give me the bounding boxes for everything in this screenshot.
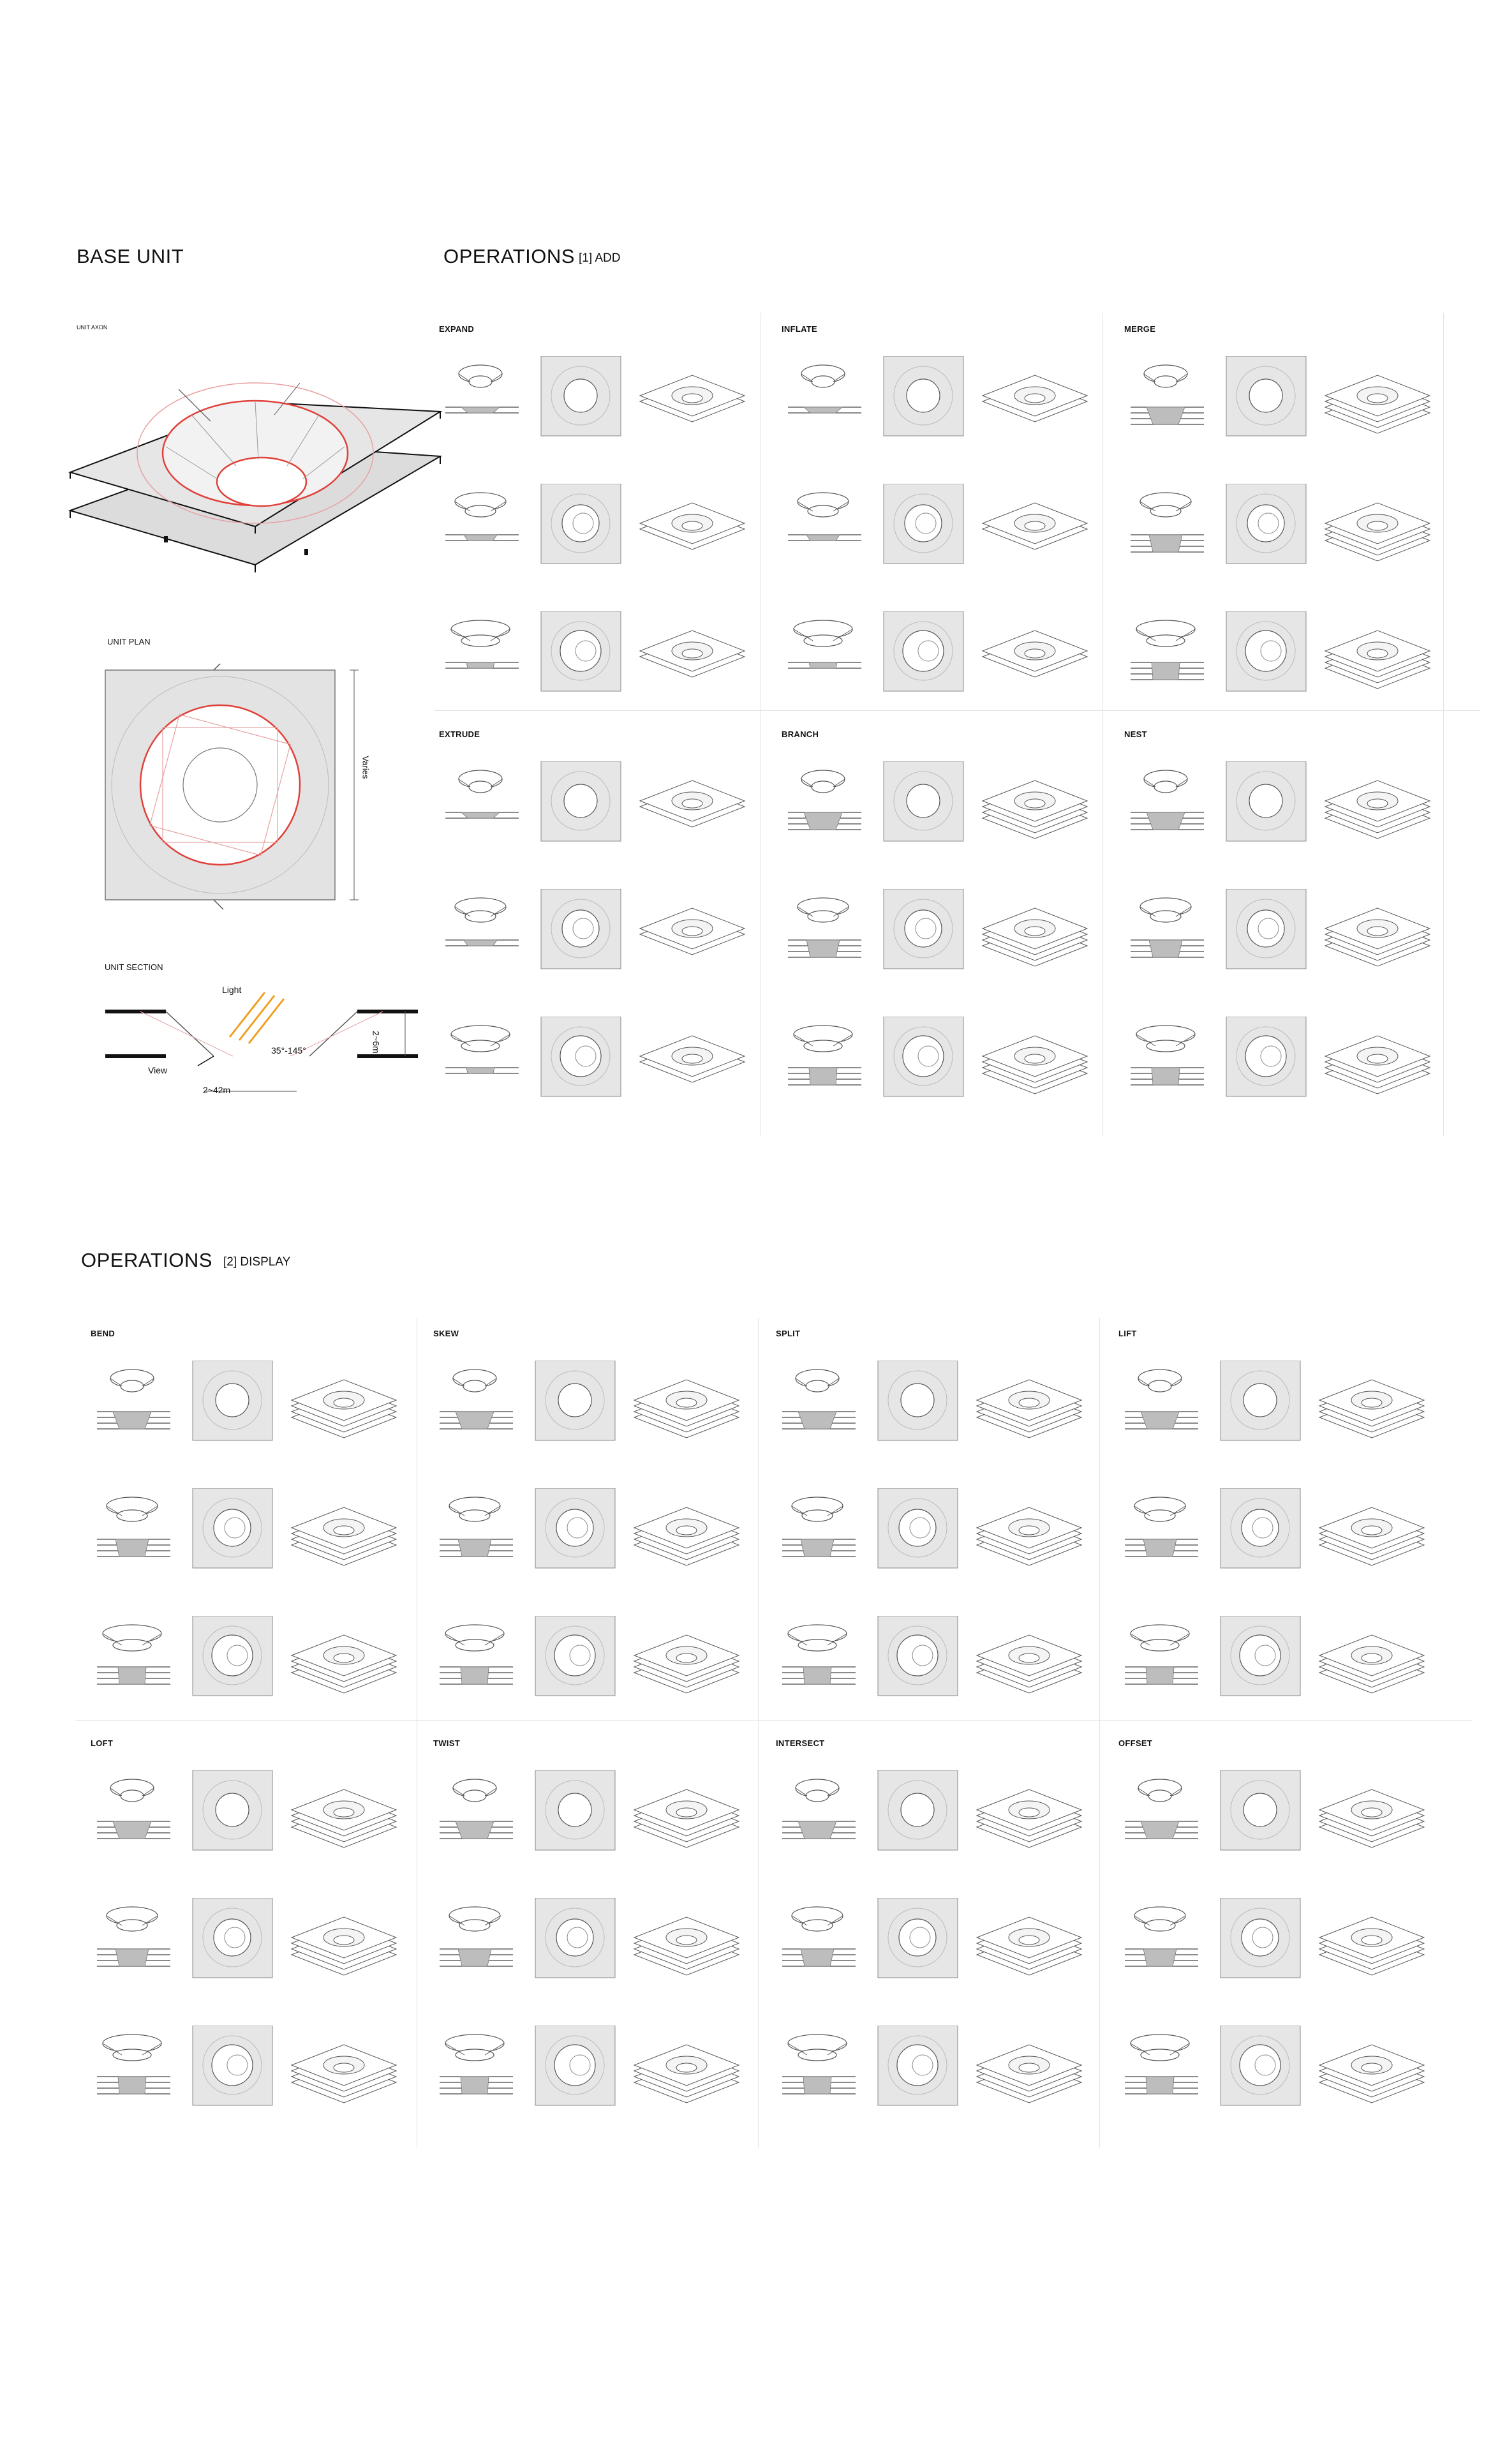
section-view-label: View bbox=[148, 1065, 168, 1075]
operation-diagram-lift-1 bbox=[1122, 1361, 1428, 1450]
base-unit-title: BASE UNIT bbox=[77, 245, 184, 267]
divider bbox=[758, 1318, 759, 2147]
operation-diagram-twist-1 bbox=[436, 1770, 743, 1860]
plan-dimension-label: Varies bbox=[360, 756, 371, 779]
operation-diagram-lift-3 bbox=[1122, 1616, 1428, 1705]
operation-diagram-bend-3 bbox=[94, 1616, 400, 1705]
operation-diagram-skew-3 bbox=[436, 1616, 743, 1705]
operation-label-lift: LIFT bbox=[1118, 1329, 1137, 1338]
unit-axon-drawing bbox=[64, 345, 447, 587]
operation-diagram-expand-2 bbox=[442, 484, 748, 573]
operation-diagram-expand-1 bbox=[442, 356, 748, 445]
operation-label-inflate: INFLATE bbox=[782, 324, 818, 334]
operation-diagram-branch-3 bbox=[785, 1017, 1091, 1106]
operation-diagram-inflate-3 bbox=[785, 611, 1091, 701]
operation-diagram-split-3 bbox=[779, 1616, 1085, 1705]
add-operations-title: OPERATIONS bbox=[443, 245, 575, 267]
divider bbox=[1443, 313, 1444, 1136]
display-operations-subtitle: [2] DISPLAY bbox=[223, 1255, 291, 1269]
operation-diagram-branch-1 bbox=[785, 761, 1091, 851]
operation-diagram-merge-1 bbox=[1127, 356, 1434, 445]
operation-label-bend: BEND bbox=[91, 1329, 115, 1338]
operation-diagram-nest-3 bbox=[1127, 1017, 1434, 1106]
operation-diagram-inflate-2 bbox=[785, 484, 1091, 573]
operation-diagram-offset-1 bbox=[1122, 1770, 1428, 1860]
operation-diagram-bend-1 bbox=[94, 1361, 400, 1450]
operation-label-skew: SKEW bbox=[433, 1329, 459, 1338]
operation-label-twist: TWIST bbox=[433, 1738, 460, 1748]
section-light-label: Light bbox=[222, 985, 242, 995]
add-operations-subtitle: [1] ADD bbox=[579, 251, 621, 265]
operation-diagram-bend-2 bbox=[94, 1488, 400, 1578]
divider bbox=[434, 710, 1480, 711]
operation-label-intersect: INTERSECT bbox=[776, 1738, 825, 1748]
operation-label-loft: LOFT bbox=[91, 1738, 114, 1748]
unit-plan-label: UNIT PLAN bbox=[107, 637, 151, 646]
operation-label-merge: MERGE bbox=[1124, 324, 1156, 334]
operation-label-expand: EXPAND bbox=[439, 324, 475, 334]
divider bbox=[1099, 1318, 1100, 2147]
section-height-label: 2~6m bbox=[371, 1031, 382, 1054]
operation-label-extrude: EXTRUDE bbox=[439, 729, 480, 739]
operation-diagram-split-2 bbox=[779, 1488, 1085, 1578]
operation-diagram-extrude-1 bbox=[442, 761, 748, 851]
operation-diagram-intersect-1 bbox=[779, 1770, 1085, 1860]
operation-diagram-split-1 bbox=[779, 1361, 1085, 1450]
operation-diagram-loft-2 bbox=[94, 1898, 400, 1987]
unit-axon-label: UNIT AXON bbox=[77, 324, 108, 331]
operation-label-split: SPLIT bbox=[776, 1329, 801, 1338]
operation-diagram-skew-2 bbox=[436, 1488, 743, 1578]
operation-label-offset: OFFSET bbox=[1118, 1738, 1153, 1748]
operation-diagram-offset-2 bbox=[1122, 1898, 1428, 1987]
unit-plan-drawing bbox=[102, 664, 396, 913]
operation-diagram-twist-2 bbox=[436, 1898, 743, 1987]
display-operations-title: OPERATIONS bbox=[81, 1249, 212, 1271]
operation-diagram-extrude-2 bbox=[442, 889, 748, 978]
operation-diagram-nest-1 bbox=[1127, 761, 1434, 851]
operation-diagram-expand-3 bbox=[442, 611, 748, 701]
operation-diagram-intersect-2 bbox=[779, 1898, 1085, 1987]
operation-label-branch: BRANCH bbox=[782, 729, 819, 739]
operation-diagram-twist-3 bbox=[436, 2026, 743, 2115]
operation-diagram-loft-3 bbox=[94, 2026, 400, 2115]
operation-diagram-inflate-1 bbox=[785, 356, 1091, 445]
operation-diagram-branch-2 bbox=[785, 889, 1091, 978]
section-width-label: 2~42m bbox=[203, 1085, 231, 1095]
operation-diagram-offset-3 bbox=[1122, 2026, 1428, 2115]
operation-diagram-lift-2 bbox=[1122, 1488, 1428, 1578]
operation-label-nest: NEST bbox=[1124, 729, 1147, 739]
operation-diagram-skew-1 bbox=[436, 1361, 743, 1450]
operation-diagram-loft-1 bbox=[94, 1770, 400, 1860]
operation-diagram-intersect-3 bbox=[779, 2026, 1085, 2115]
divider bbox=[75, 1720, 1473, 1721]
unit-section-label: UNIT SECTION bbox=[105, 962, 163, 972]
operation-diagram-merge-3 bbox=[1127, 611, 1434, 701]
operation-diagram-extrude-3 bbox=[442, 1017, 748, 1106]
operation-diagram-merge-2 bbox=[1127, 484, 1434, 573]
operation-diagram-nest-2 bbox=[1127, 889, 1434, 978]
section-angle-label: 35°-145° bbox=[271, 1045, 306, 1056]
